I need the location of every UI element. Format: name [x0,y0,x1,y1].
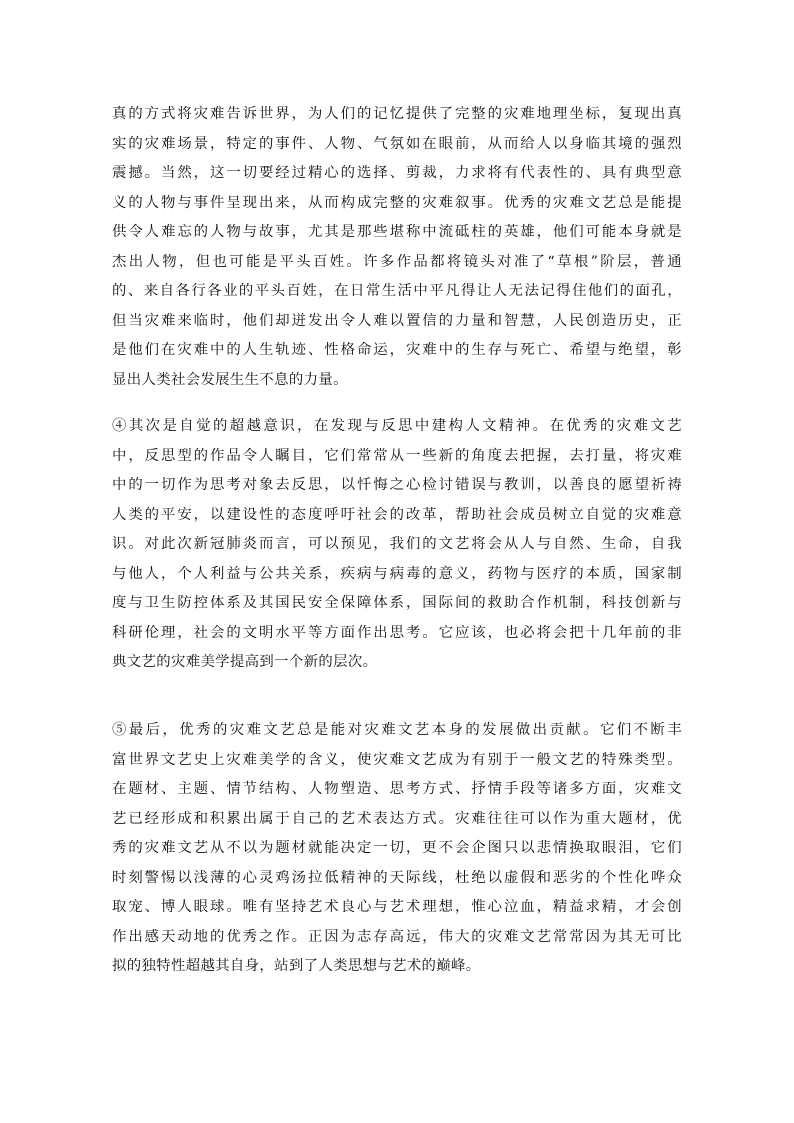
paragraph-5-contribution [112,716,682,982]
text-line: 时刻警惕以浅薄的心灵鸡汤拉低精神的天际线，杜绝以虚假和恶劣的个性化哗众 [112,869,682,886]
text-line: ④其次是自觉的超越意识，在发现与反思中建构人文精神。在优秀的灾难文艺 [112,418,682,434]
text-line: 在题材、主题、情节结构、人物塑造、思考方式、抒情手段等诸多方面，灾难文 [112,781,682,797]
text-line: 作出感天动地的优秀之作。正因为志存高远，伟大的灾难文艺常常因为其无可比 [112,928,682,945]
paragraph-disaster-narrative [112,100,682,395]
text-line: 的、来自各行各业的平头百姓，在日常生活中平凡得让人无法记得住他们的面孔， [112,283,682,299]
text-line: 真的方式将灾难告诉世界，为人们的记忆提供了完整的灾难地理坐标，复现出真 [112,106,682,122]
text-line: 秀的灾难文艺从不以为题材就能决定一切，更不会企图只以悲情换取眼泪，它们 [112,840,682,856]
text-line: 科研伦理，社会的文明水平等方面作出思考。它应该，也必将会把十几年前的非 [112,624,682,641]
text-line: 中，反思型的作品令人瞩目，它们常常从一些新的角度去把握，去打量，将灾难 [112,447,682,464]
text-line: 艺已经形成和积累出属于自己的艺术表达方式。灾难往往可以作为重大题材，优 [112,810,682,827]
text-line: 富世界文艺史上灾难美学的含义，使灾难文艺成为有别于一般文艺的特殊类型。 [112,751,682,768]
text-line: 实的灾难场景，特定的事件、人物、气氛如在眼前，从而给人以身临其境的强烈 [112,135,682,152]
text-line: 度与卫生防控体系及其国民安全保障体系，国际间的救助合作机制，科技创新与 [112,595,682,611]
text-line: 供令人难忘的人物与故事，尤其是那些堪称中流砥柱的英雄，他们可能本身就是 [112,224,682,240]
text-line: ⑤最后，优秀的灾难文艺总是能对灾难文艺本身的发展做出贡献。它们不断丰 [112,722,682,738]
text-line: 与他人，个人利益与公共关系，疾病与病毒的意义，药物与医疗的本质，国家制 [112,565,682,582]
text-line: 但当灾难来临时，他们却迸发出令人难以置信的力量和智慧，人民创造历史，正 [112,312,682,329]
text-line: 中的一切作为思考对象去反思，以忏悔之心检讨错误与教训，以善良的愿望祈祷 [112,477,682,493]
text-line: 识。对此次新冠肺炎而言，可以预见，我们的文艺将会从人与自然、生命，自我 [112,536,682,552]
text-line: 震撼。当然，这一切要经过精心的选择、剪裁，力求将有代表性的、具有典型意 [112,165,682,181]
text-line: 显出人类社会发展生生不息的力量。 [112,371,348,388]
text-line: 是他们在灾难中的人生轨迹、性格命运，灾难中的生存与死亡、希望与绝望，彰 [112,342,682,358]
text-line: 典文艺的灾难美学提高到一个新的层次。 [112,654,378,670]
text-line: 义的人物与事件呈现出来，从而构成完整的灾难叙事。优秀的灾难文艺总是能提 [112,194,682,211]
paragraph-4-transcendence [112,412,682,678]
text-line: 人类的平安，以建设性的态度呼吁社会的改革，帮助社会成员树立自觉的灾难意 [112,506,682,523]
text-line: 杰出人物，但也可能是平头百姓。许多作品都将镜头对准了“草根”阶层，普通 [112,253,682,270]
text-line: 取宠、博人眼球。唯有坚持艺术良心与艺术理想，惟心泣血，精益求精，才会创 [112,899,682,915]
text-line: 拟的独特性超越其自身，站到了人类思想与艺术的巅峰。 [112,958,481,974]
